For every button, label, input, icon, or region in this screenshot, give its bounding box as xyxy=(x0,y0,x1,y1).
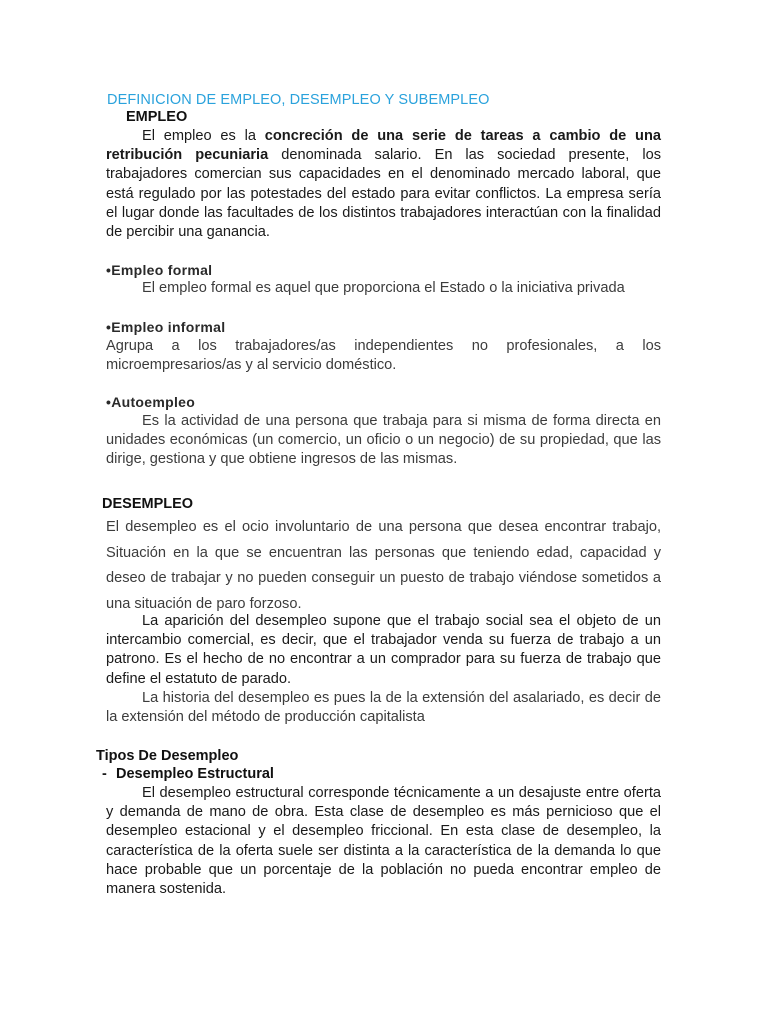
formal-heading: •Empleo formal xyxy=(106,262,213,278)
desempleo-heading: DESEMPLEO xyxy=(102,496,194,512)
formal-paragraph xyxy=(106,279,661,298)
autoempleo-paragraph xyxy=(106,412,661,470)
informal-heading: •Empleo informal xyxy=(106,319,226,335)
desempleo-paragraph-3-text: La historia del desempleo es pues la de la extensión del asalariado, es decir de la extensión del método de producción capitalista xyxy=(106,690,661,726)
autoempleo-heading: •Autoempleo xyxy=(106,394,196,410)
desempleo-paragraph-1: El desempleo es el ocio involuntario de una persona que desea encontrar trabajo, Situación en la que se encuentran las personas que teniendo edad, capacidad y deseo de trabajar y no pueden conseguir un puesto de trabajo viéndose sometidos a una situación de paro forzoso. xyxy=(106,519,661,612)
empleo-bold-definition: concreción de una serie de tareas a cambio de una retribución pecuniaria xyxy=(106,128,661,164)
desempleo-paragraph-2 xyxy=(106,612,661,689)
empleo-rest-text: denominada salario. En las sociedad presente, los trabajadores comercian sus capacidades en el denominado mercado laboral, que está regulado por las potestades del estado para evitar conflictos. La empresa sería el lugar donde las facultades de los distintos trabajadores interactúan con la finalidad de percibir una ganancia. xyxy=(106,147,661,241)
empleo-heading: EMPLEO xyxy=(126,109,188,125)
empleo-paragraph xyxy=(106,127,661,242)
autoempleo-text: Es la actividad de una persona que trabaja para si misma de forma directa en unidades económicas (un comercio, un oficio o un negocio) de su propiedad, que las dirige, gestiona y que obtiene ingresos de las mismas. xyxy=(106,413,661,468)
desempleo-estructural-text: El desempleo estructural corresponde técnicamente a un desajuste entre oferta y demanda de mano de obra. Esta clase de desempleo es más pernicioso que el desempleo estacional y el desempleo friccional. En esta clase de desempleo, la característica de la oferta suele ser distinta a la característica de la demanda lo que hace probable que un porcentaje de la población no pueda encontrar empleo de manera sostenida. xyxy=(106,785,661,898)
desempleo-paragraph-3 xyxy=(106,689,661,727)
tipos-dash: - xyxy=(102,766,107,782)
informal-paragraph: Agrupa a los trabajadores/as independientes no profesionales, a los microempresarios/as y al servicio doméstico. xyxy=(106,338,661,374)
formal-text: El empleo formal es aquel que proporciona el Estado o la iniciativa privada xyxy=(142,280,625,296)
tipos-heading: Tipos De Desempleo xyxy=(96,748,239,764)
empleo-intro-text: El empleo es la xyxy=(142,128,265,144)
desempleo-paragraph-2-text: La aparición del desempleo supone que el trabajo social sea el objeto de un intercambio comercial, es decir, que el trabajador venda su fuerza de trabajo a un patrono. Es el hecho de no encontrar a un comprador para su fuerza de trabajo que define el estatuto de parado. xyxy=(106,613,661,687)
desempleo-estructural-paragraph xyxy=(106,784,661,899)
desempleo-estructural-heading: Desempleo Estructural xyxy=(116,766,274,782)
document-title: DEFINICION DE EMPLEO, DESEMPLEO Y SUBEMPLEO xyxy=(107,92,490,108)
